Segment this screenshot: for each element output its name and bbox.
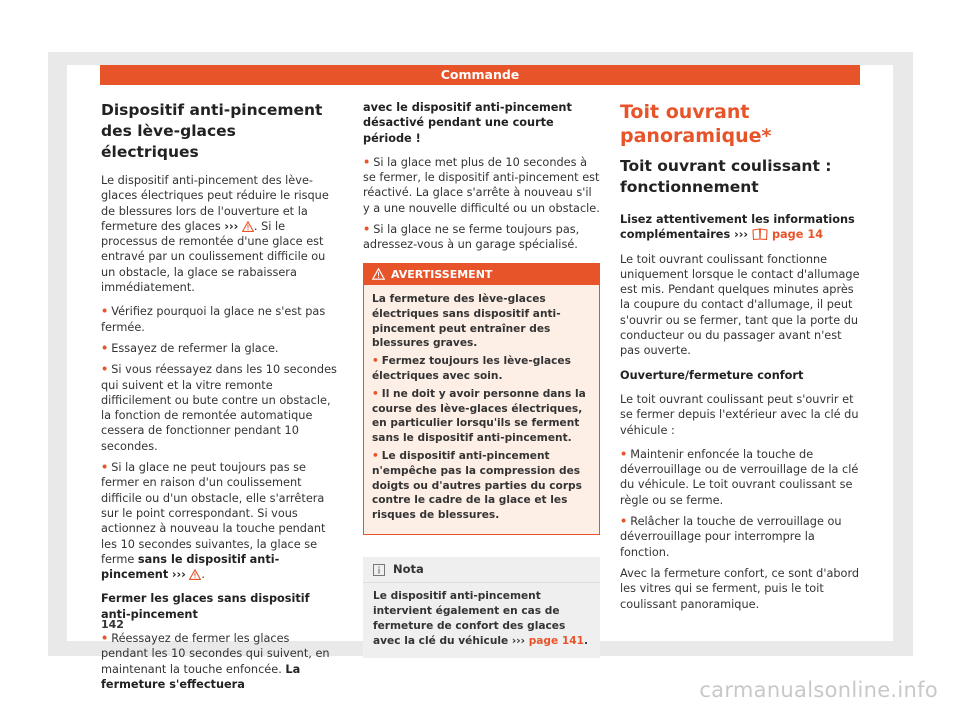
info-icon (373, 564, 385, 576)
paragraph: Avec la fermeture confort, ce sont d'abord les vitres qui se ferment, puis le toit coulissant panoramique. (620, 566, 860, 611)
list-item: • Maintenir enfoncée la touche de déverrouillage ou de verrouillage de la clé du véhicule. Le toit ouvrant coulissant se règle ou se ferme. (620, 447, 859, 507)
section-header: Commande (100, 65, 860, 85)
bullet-icon: • (363, 155, 371, 169)
list-item: • Fermez toujours les lève-glaces électriques avec soin. (372, 355, 571, 382)
bullet-icon: • (372, 449, 379, 462)
list-item: • Vérifiez pourquoi la glace ne s'est pas fermée. (101, 305, 326, 334)
list-item: • Si la glace ne peut toujours pas se fermer en raison d'un coulissement difficile ou d'un obstacle, elle s'arrêtera sur le point correspondant. Si vous actionnez à nouveau la touche pendant les 10 secondes suivantes, la glace se ferme sans le dispositif anti-pincement ››› . (101, 461, 326, 582)
note-header: Nota (363, 557, 600, 583)
read-more: Lisez attentivement les informations complémentaires ››› page 14 (620, 213, 855, 242)
cross-ref: ››› (224, 219, 239, 233)
warning-header: AVERTISSEMENT (364, 264, 599, 285)
page-link[interactable]: page 141 (528, 634, 585, 647)
subheading: Ouverture/fermeture confort (620, 368, 804, 382)
bullet-icon: • (372, 355, 379, 368)
subheading: Fermer les glaces sans dispositif anti-pincement (101, 592, 310, 621)
note-body: Le dispositif anti-pincement intervient également en cas de fermeture de confort des glaces avec la clé du véhicule ››› page 141. (373, 590, 589, 647)
cross-ref: ››› (511, 634, 525, 647)
column-left (101, 100, 339, 698)
note-box (363, 557, 600, 658)
watermark: carmanualsonline.info (699, 678, 938, 702)
paragraph: Le toit ouvrant coulissant fonctionne uniquement lorsque le contact d'allumage est mis. Pendant quelques minutes après la coupure du contact d'allumage, il peut s'ouvrir ou se fermer, tant que la porte du conducteur ou du passager avant n'est pas ouverte. (620, 252, 860, 358)
warning-icon (372, 268, 385, 280)
list-item: • Il ne doit y avoir personne dans la course des lève-glaces électriques, en particulier lorsqu'ils se ferment sans le dispositif anti-pincement. (372, 387, 586, 445)
column-middle (363, 100, 600, 658)
column-right (620, 100, 860, 621)
bullet-icon: • (101, 363, 109, 377)
cross-ref: ››› (734, 228, 749, 242)
bullet-icon: • (101, 461, 109, 475)
bullet-icon: • (372, 387, 379, 400)
book-icon (752, 228, 768, 240)
list-item: • Essayez de refermer la glace. (101, 341, 279, 355)
cross-ref: ››› (171, 568, 186, 582)
section-heading: Toit ouvrant coulissant : fonctionnement (620, 157, 832, 196)
continued-text: avec le dispositif anti-pincement désactivé pendant une courte période ! (363, 101, 572, 145)
list-item: • Si la glace met plus de 10 secondes à se fermer, le dispositif anti-pincement est réactivé. La glace s'arrête à nouveau s'il y a une nouvelle difficulté ou un obstacle. (363, 155, 600, 215)
bullet-icon: • (101, 341, 109, 355)
list-item: • Si la glace ne se ferme toujours pas, adressez-vous à un garage spécialisé. (363, 223, 580, 252)
warning-body: La fermeture des lève-glaces électriques sans dispositif anti-pincement peut entraîner des blessures graves. • Fermez toujours les lève-glaces électriques avec soin. • Il ne doit y avoir personne dans la course des lève-glaces électriques, en particulier lorsqu'ils se ferment sans le dispositif anti-pincement. • Le dispositif anti-pincement n'empêche pas la compression des doigts ou d'autres parties du corps contre le cadre de la glace et les risques de blessures. (364, 285, 599, 534)
warning-box (363, 263, 600, 535)
chapter-title: Toit ouvrant panoramique* (620, 101, 772, 147)
page-number: 142 (101, 618, 124, 631)
list-item: • Réessayez de fermer les glaces pendant les 10 secondes qui suivent, en maintenant la touche enfoncée. La fermeture s'effectuera (101, 632, 330, 691)
bullet-icon: • (363, 223, 371, 237)
warning-icon (189, 569, 201, 580)
warning-icon (242, 221, 254, 232)
page-link[interactable]: page 14 (771, 228, 824, 242)
intro-paragraph: Le dispositif anti-pincement des lève-glaces électriques peut réduire le risque de blessures lors de l'ouverture et la fermeture des glaces ››› . Si le processus de remontée d'une glace est entravé par un coulissement difficile ou un obstacle, la glace se rabaissera immédiatement. (101, 174, 329, 295)
list-item: • Relâcher la touche de verrouillage ou déverrouillage pour interrompre la fonction. (620, 515, 842, 559)
bullet-icon: • (620, 515, 628, 529)
paragraph: Le toit ouvrant coulissant peut s'ouvrir et se fermer depuis l'extérieur avec la clé du véhicule : (620, 392, 859, 437)
bullet-icon: • (620, 447, 628, 461)
bullet-icon: • (101, 305, 109, 319)
list-item: • Si vous réessayez dans les 10 secondes qui suivent et la vitre remonte difficilement ou bute contre un obstacle, la fonction de remontée automatique cessera de fonctionner pendant 10 secondes. (101, 363, 337, 453)
list-item: • Le dispositif anti-pincement n'empêche pas la compression des doigts ou d'autres parties du corps contre le cadre de la glace et les risques de blessures. (372, 449, 582, 522)
bullet-icon: • (101, 632, 109, 646)
section-heading: Dispositif anti-pincement des lève-glaces électriques (101, 101, 323, 161)
